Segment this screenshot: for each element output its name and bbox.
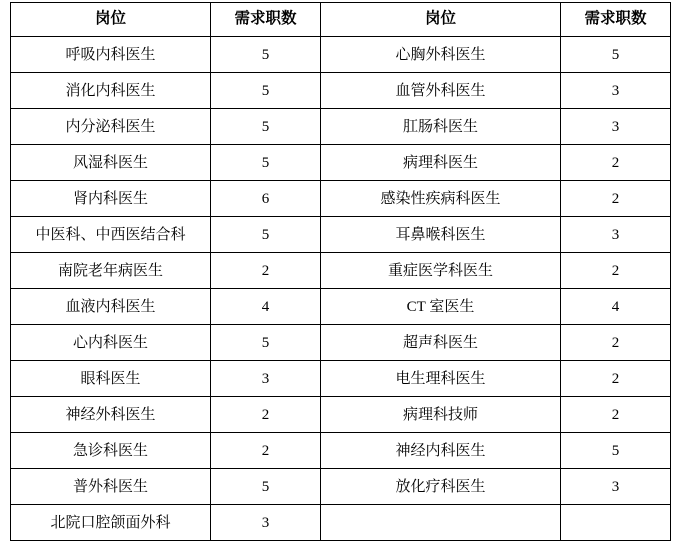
cell-count-left: 5 [211, 325, 321, 361]
table-row [11, 361, 671, 397]
cell-count-right-empty [561, 505, 671, 541]
cell-count-right: 3 [561, 217, 671, 253]
table-row [11, 469, 671, 505]
cell-count-right: 3 [561, 109, 671, 145]
cell-post-left: 急诊科医生 [11, 433, 211, 469]
table-row [11, 433, 671, 469]
cell-count-left: 5 [211, 73, 321, 109]
cell-post-right: 重症医学科医生 [321, 253, 561, 289]
cell-count-left: 6 [211, 181, 321, 217]
cell-post-left: 心内科医生 [11, 325, 211, 361]
table-row [11, 289, 671, 325]
table-row [11, 37, 671, 73]
cell-count-right: 3 [561, 73, 671, 109]
cell-count-right: 2 [561, 181, 671, 217]
cell-post-right: 血管外科医生 [321, 73, 561, 109]
cell-post-left: 呼吸内科医生 [11, 37, 211, 73]
cell-post-right: 肛肠科医生 [321, 109, 561, 145]
cell-post-right: 神经内科医生 [321, 433, 561, 469]
cell-post-right: 病理科技师 [321, 397, 561, 433]
cell-count-left: 2 [211, 253, 321, 289]
table-row [11, 145, 671, 181]
cell-count-right: 5 [561, 37, 671, 73]
cell-post-right: 心胸外科医生 [321, 37, 561, 73]
cell-post-left: 消化内科医生 [11, 73, 211, 109]
cell-post-right: 感染性疾病科医生 [321, 181, 561, 217]
cell-post-left: 内分泌科医生 [11, 109, 211, 145]
job-requirements-table [10, 2, 671, 541]
table-row [11, 73, 671, 109]
cell-post-left: 肾内科医生 [11, 181, 211, 217]
cell-count-right: 2 [561, 325, 671, 361]
cell-post-left: 风湿科医生 [11, 145, 211, 181]
column-header-post-right: 岗位 [321, 3, 561, 37]
cell-count-right: 2 [561, 397, 671, 433]
cell-post-right: 放化疗科医生 [321, 469, 561, 505]
cell-post-right: 耳鼻喉科医生 [321, 217, 561, 253]
cell-post-left: 神经外科医生 [11, 397, 211, 433]
cell-post-right: 电生理科医生 [321, 361, 561, 397]
cell-post-right-empty [321, 505, 561, 541]
table-header-row [11, 3, 671, 37]
table-row [11, 325, 671, 361]
cell-count-right: 3 [561, 469, 671, 505]
table-row [11, 253, 671, 289]
cell-post-left: 北院口腔颌面外科 [11, 505, 211, 541]
table-body [11, 37, 671, 541]
cell-count-left: 2 [211, 433, 321, 469]
cell-post-right: CT 室医生 [321, 289, 561, 325]
column-header-count-right: 需求职数 [561, 3, 671, 37]
cell-post-left: 南院老年病医生 [11, 253, 211, 289]
cell-count-left: 2 [211, 397, 321, 433]
cell-count-left: 5 [211, 217, 321, 253]
column-header-count-left: 需求职数 [211, 3, 321, 37]
table-row [11, 217, 671, 253]
cell-count-right: 2 [561, 253, 671, 289]
table-row [11, 109, 671, 145]
cell-post-left: 中医科、中西医结合科 [11, 217, 211, 253]
cell-count-left: 3 [211, 505, 321, 541]
cell-count-right: 4 [561, 289, 671, 325]
table-row [11, 181, 671, 217]
cell-post-left: 血液内科医生 [11, 289, 211, 325]
cell-count-left: 5 [211, 469, 321, 505]
cell-post-right: 病理科医生 [321, 145, 561, 181]
cell-count-right: 2 [561, 145, 671, 181]
cell-count-left: 4 [211, 289, 321, 325]
table-row [11, 397, 671, 433]
cell-count-left: 5 [211, 37, 321, 73]
cell-count-left: 5 [211, 145, 321, 181]
cell-post-right: 超声科医生 [321, 325, 561, 361]
cell-post-left: 眼科医生 [11, 361, 211, 397]
column-header-post-left: 岗位 [11, 3, 211, 37]
cell-count-right: 5 [561, 433, 671, 469]
cell-count-right: 2 [561, 361, 671, 397]
cell-count-left: 5 [211, 109, 321, 145]
document-page [0, 2, 680, 531]
table-row [11, 505, 671, 541]
cell-post-left: 普外科医生 [11, 469, 211, 505]
cell-count-left: 3 [211, 361, 321, 397]
